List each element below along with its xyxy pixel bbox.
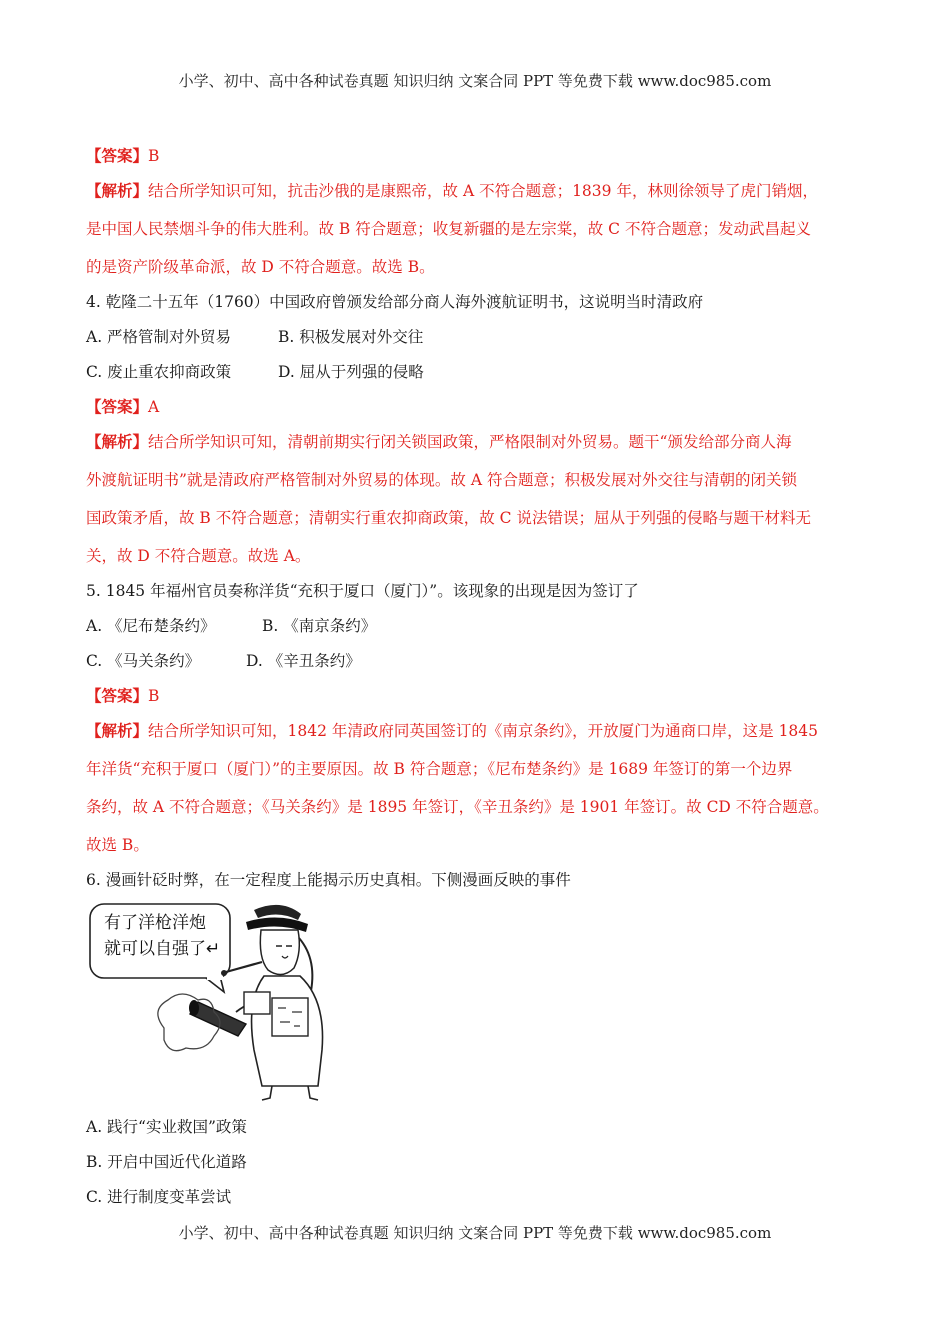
answer-tag: 【答案】 [86, 146, 149, 165]
q4-answer [86, 397, 876, 417]
q4-option-a: A. 严格管制对外贸易 [86, 328, 232, 346]
q4-option-b: B. 积极发展对外交往 [278, 328, 424, 346]
q3-analysis-line-1: 【解析】结合所学知识可知，抗击沙俄的是康熙帝，故 A 不符合题意；1839 年，林则徐领导了虎门销烟， [86, 181, 818, 200]
q5-option-d: D. 《辛丑条约》 [246, 652, 361, 670]
q5-analysis-line-1: 【解析】结合所学知识可知，1842 年清政府同英国签订的《南京条约》，开放厦门为通商口岸，这是 1845 [86, 721, 819, 740]
bubble-line-2: 就可以自强了↵ [104, 939, 221, 959]
q5-analysis-line-3: 条约，故 A 不符合题意；《马关条约》是 1895 年签订，《辛丑条约》是 1901 年签订。故 CD 不符合题意。 [86, 798, 829, 816]
analysis-tag: 【解析】 [86, 721, 149, 740]
q5-option-b: B. 《南京条约》 [262, 617, 377, 635]
q5-stem: 5. 1845 年福州官员奏称洋货“充积于厦口（厦门）”。该现象的出现是因为签订了 [86, 582, 639, 600]
q6-stem: 6. 漫画针砭时弊，在一定程度上能揭示历史真相。下侧漫画反映的事件 [86, 871, 571, 889]
q6-option-a: A. 践行“实业救国”政策 [86, 1118, 247, 1136]
analysis-tag: 【解析】 [86, 181, 149, 200]
q5-option-a: A. 《尼布楚条约》 [86, 617, 216, 635]
answer-value: B [148, 687, 160, 705]
q5-analysis-line-2: 年洋货“充积于厦口（厦门）”的主要原因。故 B 符合题意；《尼布楚条约》是 1689 年签订的第一个边界 [86, 760, 793, 778]
page-footer: 小学、初中、高中各种试卷真题 知识归纳 文案合同 PPT 等免费下载 www.doc985.com [178, 1224, 772, 1242]
q5-analysis-line-4: 故选 B。 [86, 836, 149, 854]
q4-option-c: C. 废止重农抑商政策 [86, 363, 232, 381]
q5-option-c: C. 《马关条约》 [86, 652, 201, 670]
page-header: 小学、初中、高中各种试卷真题 知识归纳 文案合同 PPT 等免费下载 www.doc985.com [178, 72, 772, 90]
q6-option-c: C. 进行制度变革尝试 [86, 1188, 232, 1206]
q4-option-d: D. 屈从于列强的侵略 [278, 363, 424, 381]
q4-stem: 4. 乾隆二十五年（1760）中国政府曾颁发给部分商人海外渡航证明书，这说明当时清政府 [86, 293, 704, 311]
q4-analysis-line-4: 关，故 D 不符合题意。故选 A。 [86, 547, 311, 565]
q4-analysis-line-1: 【解析】结合所学知识可知，清朝前期实行闭关锁国政策，严格限制对外贸易。题干“颁发给部分商人海 [86, 432, 792, 451]
q5-answer [86, 686, 876, 706]
answer-value: B [148, 147, 160, 165]
q6-option-b: B. 开启中国近代化道路 [86, 1153, 247, 1171]
answer-value: A [148, 398, 160, 416]
q6-cartoon [86, 900, 336, 1105]
q3-analysis-line-3: 的是资产阶级革命派，故 D 不符合题意。故选 B。 [86, 258, 435, 276]
analysis-tag: 【解析】 [86, 432, 149, 451]
bubble-line-1: 有了洋枪洋炮 [104, 913, 206, 933]
q4-analysis-line-3: 国政策矛盾，故 B 不符合题意；清朝实行重农抑商政策，故 C 说法错误；屈从于列强的侵略与题干材料无 [86, 509, 811, 527]
q3-analysis-line-2: 是中国人民禁烟斗争的伟大胜利。故 B 符合题意；收复新疆的是左宗棠，故 C 不符合题意；发动武昌起义 [86, 220, 811, 238]
answer-tag: 【答案】 [86, 686, 149, 705]
q3-answer [86, 146, 876, 166]
answer-tag: 【答案】 [86, 397, 149, 416]
q4-analysis-line-2: 外渡航证明书”就是清政府严格管制对外贸易的体现。故 A 符合题意；积极发展对外交往与清朝的闭关锁 [86, 471, 797, 489]
